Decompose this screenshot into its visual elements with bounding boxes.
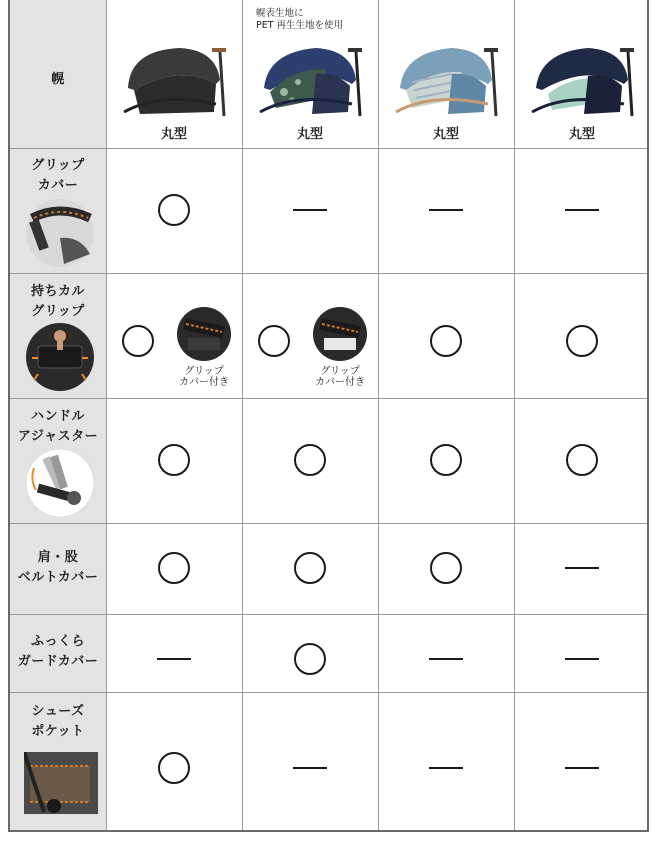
circle-mark-icon: [430, 325, 462, 357]
dash-mark-icon: [429, 209, 463, 211]
row-label-line: ハンドル: [30, 409, 85, 424]
row-divider: [10, 692, 647, 693]
canopy-shape-label: 丸型: [296, 127, 323, 142]
grip-cover-note-line: カバー付き: [315, 377, 365, 388]
column-divider: [378, 0, 379, 830]
comparison-table: [8, 0, 649, 832]
row-divider: [10, 614, 647, 615]
row-divider: [10, 523, 647, 524]
row-label-line: ふっくら: [30, 634, 85, 649]
row-label-line: カバー: [37, 178, 79, 193]
circle-mark-icon: [294, 643, 326, 675]
dash-mark-icon: [565, 658, 599, 660]
pet-fabric-note: [256, 8, 343, 32]
canopy-shape-label: 丸型: [568, 127, 595, 142]
circle-mark-icon: [430, 444, 462, 476]
dash-mark-icon: [429, 658, 463, 660]
circle-mark-icon: [566, 325, 598, 357]
grip-cover-note: [168, 366, 240, 388]
row-label-line: グリップ: [31, 158, 85, 173]
row-label-line: ガードカバー: [17, 654, 99, 669]
row-label-line: ポケット: [31, 724, 85, 739]
mochikaru-grip-photo: [24, 322, 96, 392]
shoes-pocket-photo: [24, 752, 98, 814]
canopy-shape-label: 丸型: [160, 127, 187, 142]
circle-mark-icon: [122, 325, 154, 357]
circle-mark-icon: [258, 325, 290, 357]
column-divider: [514, 0, 515, 830]
dash-mark-icon: [157, 658, 191, 660]
row-label-line: グリップ: [31, 304, 85, 319]
stroller-canopy-darknavy-image: [528, 42, 638, 118]
circle-mark-icon: [566, 444, 598, 476]
stroller-canopy-blue-image: [392, 42, 502, 118]
row-divider: [10, 398, 647, 399]
dash-mark-icon: [565, 767, 599, 769]
dash-mark-icon: [565, 567, 599, 569]
grip-cover-note-line: グリップ: [184, 366, 224, 377]
circle-mark-icon: [158, 752, 190, 784]
row-label-belt-cover: [10, 548, 106, 588]
row-label-line: 持ちカル: [30, 284, 85, 299]
grip-cover-photo: [24, 198, 96, 268]
row-label-grip-cover: [10, 156, 106, 196]
canopy-shape-label: 丸型: [432, 127, 459, 142]
circle-mark-icon: [430, 552, 462, 584]
column-divider: [242, 0, 243, 830]
stroller-canopy-navy-image: [256, 42, 366, 118]
pet-fabric-note-line2: PET 再生生地を使用: [256, 20, 344, 31]
row-label-guard-cover: [10, 632, 106, 672]
grip-cover-note-line: グリップ: [320, 366, 360, 377]
row-label-line: 肩・股: [37, 550, 79, 565]
circle-mark-icon: [294, 552, 326, 584]
grip-cover-detail-photo-2: [312, 306, 368, 362]
row-divider: [10, 273, 647, 274]
handle-adjuster-photo: [24, 448, 96, 518]
row-label-handle-adjuster: [10, 407, 106, 447]
column-divider: [106, 0, 107, 830]
pet-fabric-note-line1: 幌表生地に: [256, 8, 304, 19]
circle-mark-icon: [158, 552, 190, 584]
row-label-line: ベルトカバー: [17, 570, 99, 585]
circle-mark-icon: [294, 444, 326, 476]
grip-cover-note: [304, 366, 376, 388]
dash-mark-icon: [565, 209, 599, 211]
header-label: 幌: [51, 72, 65, 87]
row-label-line: アジャスター: [17, 429, 99, 444]
dash-mark-icon: [293, 209, 327, 211]
dash-mark-icon: [293, 767, 327, 769]
circle-mark-icon: [158, 194, 190, 226]
row-label-shoes-pocket: [10, 702, 106, 742]
row-divider: [10, 148, 647, 149]
dash-mark-icon: [429, 767, 463, 769]
stroller-canopy-black-image: [120, 42, 230, 118]
circle-mark-icon: [158, 444, 190, 476]
grip-cover-note-line: カバー付き: [179, 377, 229, 388]
row-label-line: シューズ: [31, 704, 85, 719]
grip-cover-detail-photo-1: [176, 306, 232, 362]
row-label-mochikaru-grip: [10, 282, 106, 322]
